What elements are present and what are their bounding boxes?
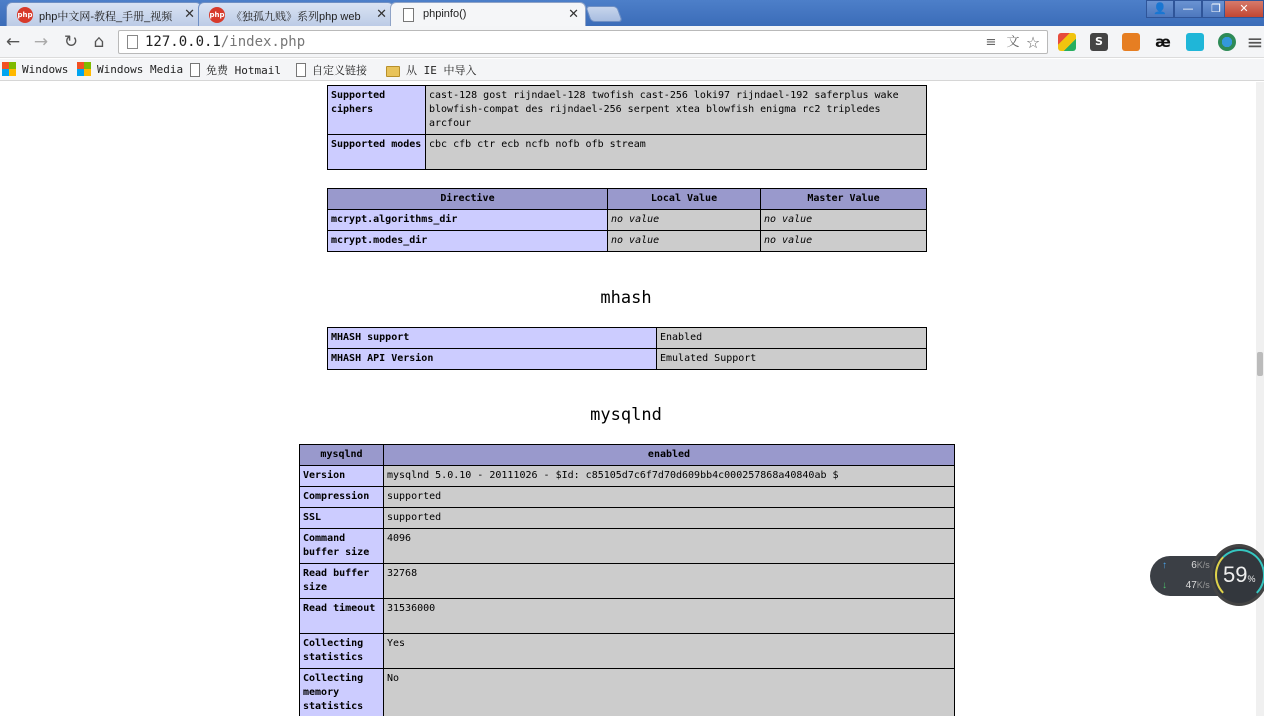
mhash-table <box>327 327 927 370</box>
upload-speed: ↑ 6K/s <box>1162 560 1210 571</box>
table-row <box>328 231 927 252</box>
extension-s-icon[interactable]: S <box>1090 33 1108 51</box>
restore-button[interactable]: ❐ <box>1202 0 1230 18</box>
user-icon[interactable]: 👤 <box>1146 0 1174 18</box>
windows-icon <box>77 62 91 76</box>
cell-value: 4096 <box>384 529 955 564</box>
cell-key: Supported ciphers <box>328 86 426 135</box>
cell-value: No <box>384 669 955 716</box>
header-enabled: enabled <box>384 445 955 466</box>
cell-key: Supported modes <box>328 135 426 170</box>
download-speed: ↓ 47K/s <box>1162 580 1210 591</box>
tab-title: phpinfo() <box>423 8 467 20</box>
bookmarks-bar <box>0 59 1264 81</box>
address-bar[interactable] <box>118 30 1048 54</box>
cell-value: 32768 <box>384 564 955 599</box>
tab-dugu[interactable] <box>198 2 394 26</box>
page-icon <box>190 63 200 77</box>
close-icon[interactable]: ✕ <box>376 7 387 22</box>
table-row <box>300 529 955 564</box>
extension-ae-icon[interactable]: æ <box>1155 33 1171 51</box>
section-title-mhash: mhash <box>600 288 652 308</box>
php-favicon-icon: php <box>209 7 225 23</box>
cell-value: cbc cfb ctr ecb ncfb nofb ofb stream <box>426 135 927 170</box>
cell-key: Version <box>300 466 384 487</box>
table-row <box>300 466 955 487</box>
cell-key: MHASH API Version <box>328 349 657 370</box>
bookmark-windows-media[interactable]: Windows Media <box>77 62 183 76</box>
cell-value: supported <box>384 487 955 508</box>
home-button[interactable]: ⌂ <box>93 32 105 52</box>
header-master-value: Master Value <box>761 189 927 210</box>
folder-icon <box>386 66 400 77</box>
section-title-mysqlnd: mysqlnd <box>590 405 662 425</box>
table-row <box>328 328 927 349</box>
cell-key: Compression <box>300 487 384 508</box>
table-row <box>300 669 955 716</box>
minimize-button[interactable]: — <box>1174 0 1202 18</box>
table-row <box>300 599 955 634</box>
table-row <box>300 634 955 669</box>
tab-title: php中文网-教程_手册_视频 <box>39 11 173 23</box>
table-row <box>300 487 955 508</box>
tab-php-cn[interactable] <box>6 2 202 26</box>
mcrypt-info-table <box>327 85 927 170</box>
windows-icon <box>2 62 16 76</box>
cell-key: Read timeout <box>300 599 384 634</box>
table-row <box>300 508 955 529</box>
table-row <box>300 564 955 599</box>
bookmark-star-icon[interactable]: ☆ <box>1025 33 1041 52</box>
bookmark-windows[interactable]: Windows <box>2 62 68 76</box>
download-arrow-icon: ↓ <box>1162 580 1167 591</box>
forward-button[interactable]: → <box>33 32 49 52</box>
header-directive: Directive <box>328 189 608 210</box>
cell-value: supported <box>384 508 955 529</box>
cell-value: Emulated Support <box>657 349 927 370</box>
mysqlnd-table <box>299 444 955 716</box>
cell-key: mcrypt.algorithms_dir <box>328 210 608 231</box>
cell-key: SSL <box>300 508 384 529</box>
table-row <box>328 349 927 370</box>
cell-key: Command buffer size <box>300 529 384 564</box>
scrollbar-thumb[interactable] <box>1257 352 1263 376</box>
url-text[interactable]: 127.0.0.1/index.php <box>145 34 306 50</box>
cell-value: Enabled <box>657 328 927 349</box>
extension-feedly-icon[interactable] <box>1186 33 1204 51</box>
vertical-scrollbar[interactable] <box>1256 82 1264 716</box>
cell-key: MHASH support <box>328 328 657 349</box>
close-icon[interactable]: ✕ <box>568 7 579 22</box>
reload-button[interactable]: ↻ <box>63 32 79 52</box>
extension-chrome-store-icon[interactable] <box>1058 33 1076 51</box>
page-icon <box>403 8 414 22</box>
cell-value: no value <box>608 231 761 252</box>
bookmark-import-ie[interactable]: 从 IE 中导入 <box>386 62 477 78</box>
back-button[interactable]: ← <box>5 32 21 52</box>
bookmark-hotmail[interactable]: 免费 Hotmail <box>190 62 281 78</box>
table-header-row <box>328 189 927 210</box>
reader-icon[interactable]: ≡ <box>985 35 997 50</box>
table-row <box>328 86 927 135</box>
header-local-value: Local Value <box>608 189 761 210</box>
usage-percent: 59% <box>1223 562 1256 587</box>
tab-strip <box>0 0 1264 26</box>
usage-gauge[interactable] <box>1210 544 1264 606</box>
cell-key: Read buffer size <box>300 564 384 599</box>
cell-key: Collecting memory statistics <box>300 669 384 716</box>
page-content <box>0 82 1256 716</box>
window-close-button[interactable]: ✕ <box>1224 0 1264 18</box>
tab-title: 《独孤九贱》系列php web <box>231 11 361 23</box>
extension-office-icon[interactable] <box>1122 33 1140 51</box>
menu-icon[interactable]: ≡ <box>1246 30 1264 54</box>
cell-value: Yes <box>384 634 955 669</box>
cell-value: 31536000 <box>384 599 955 634</box>
header-mysqlnd: mysqlnd <box>300 445 384 466</box>
table-row <box>328 135 927 170</box>
cell-key: mcrypt.modes_dir <box>328 231 608 252</box>
upload-arrow-icon: ↑ <box>1162 560 1167 571</box>
tab-phpinfo[interactable] <box>390 2 586 27</box>
page-icon <box>127 35 138 49</box>
cell-value: mysqlnd 5.0.10 - 20111026 - $Id: c85105d7c6f7d70d609bb4c000257868a40840ab $ <box>384 466 955 487</box>
cell-value: no value <box>761 210 927 231</box>
table-header-row <box>300 445 955 466</box>
cell-value: cast-128 gost rijndael-128 twofish cast-256 loki97 rijndael-192 saferplus wake blowfish-compat des rijndael-256 serpent xtea blowfish enigma rc2 tripledes arcfour <box>426 86 927 135</box>
close-icon[interactable]: ✕ <box>184 7 195 22</box>
new-tab-button[interactable] <box>585 6 623 22</box>
extension-globe-icon[interactable] <box>1218 33 1236 51</box>
bookmark-custom-links[interactable]: 自定义链接 <box>296 62 367 78</box>
cell-key: Collecting statistics <box>300 634 384 669</box>
cell-value: no value <box>608 210 761 231</box>
translate-icon[interactable]: 文 <box>1006 35 1020 50</box>
table-row <box>328 210 927 231</box>
page-icon <box>296 63 306 77</box>
php-favicon-icon: php <box>17 7 33 23</box>
mcrypt-directive-table <box>327 188 927 252</box>
cell-value: no value <box>761 231 927 252</box>
